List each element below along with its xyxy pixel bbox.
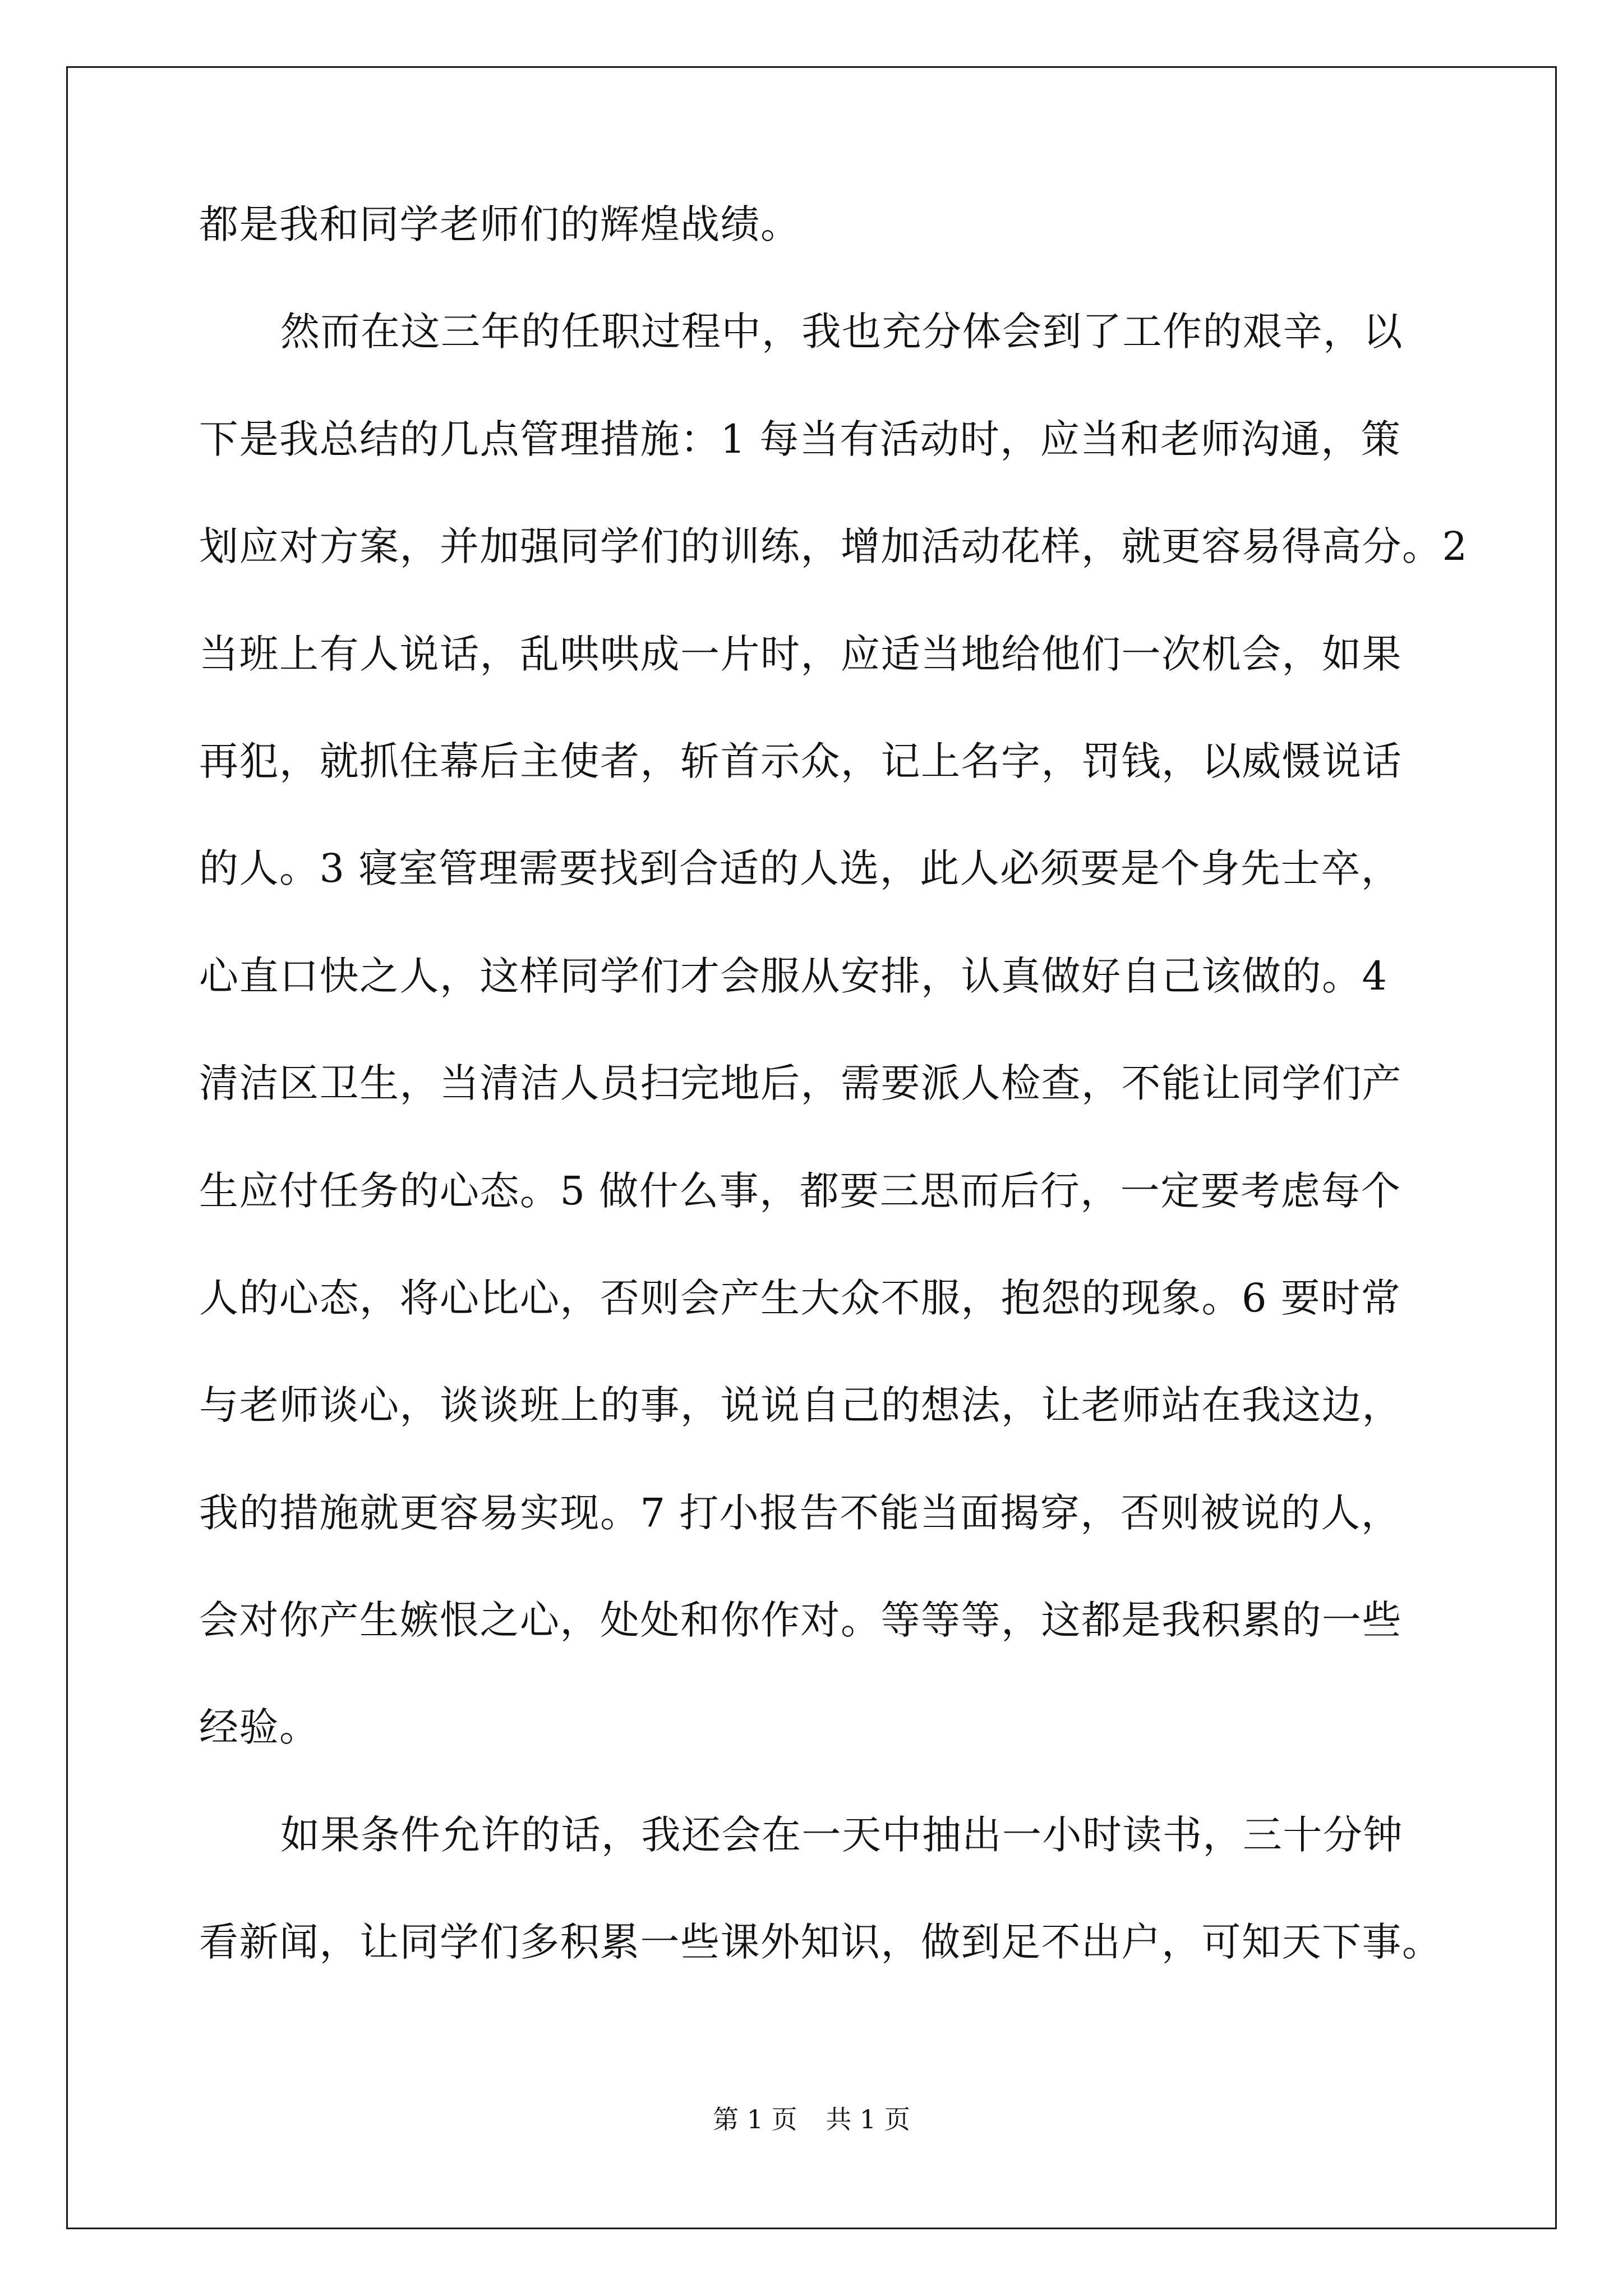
text-line: 再犯，就抓住幕后主使者，斩首示众，记上名字，罚钱，以威慑说话	[199, 738, 1402, 784]
page-footer	[0, 2099, 1623, 2136]
text-line: 会对你产生嫉恨之心，处处和你作对。等等等，这都是我积累的一些	[199, 1597, 1402, 1644]
text-line: 生应付任务的心态。5 做什么事，都要三思而后行，一定要考虑每个	[199, 1167, 1401, 1214]
text-line: 人的心态，将心比心，否则会产生大众不服，抱怨的现象。6 要时常	[199, 1274, 1401, 1321]
text-line: 如果条件允许的话，我还会在一天中抽出一小时读书，三十分钟	[280, 1811, 1403, 1858]
page-number-total: 共 1 页	[826, 2104, 910, 2134]
text-line: 然而在这三年的任职过程中，我也充分体会到了工作的艰辛，以	[280, 309, 1403, 355]
text-line: 划应对方案，并加强同学们的训练，增加活动花样，就更容易得高分。2	[199, 523, 1468, 570]
text-line: 都是我和同学老师们的辉煌战绩。	[199, 201, 801, 247]
text-line: 我的措施就更容易实现。7 打小报告不能当面揭穿，否则被说的人，	[199, 1489, 1401, 1536]
text-line: 的人。3 寝室管理需要找到合适的人选，此人必须要是个身先士卒，	[199, 845, 1401, 892]
page-number-current: 第 1 页	[713, 2104, 797, 2134]
text-line: 看新闻，让同学们多积累一些课外知识，做到足不出户，可知天下事。	[199, 1919, 1442, 1966]
text-line: 与老师谈心，谈谈班上的事，说说自己的想法，让老师站在我这边，	[199, 1382, 1402, 1429]
text-line: 当班上有人说话，乱哄哄成一片时，应适当地给他们一次机会，如果	[199, 631, 1402, 677]
text-line: 心直口快之人，这样同学们才会服从安排，认真做好自己该做的。4	[199, 953, 1388, 999]
text-line: 下是我总结的几点管理措施：1 每当有活动时，应当和老师沟通，策	[199, 416, 1401, 462]
text-line: 经验。	[199, 1704, 320, 1751]
text-line: 清洁区卫生，当清洁人员扫完地后，需要派人检查，不能让同学们产	[199, 1060, 1402, 1107]
document-body	[199, 196, 1468, 2022]
